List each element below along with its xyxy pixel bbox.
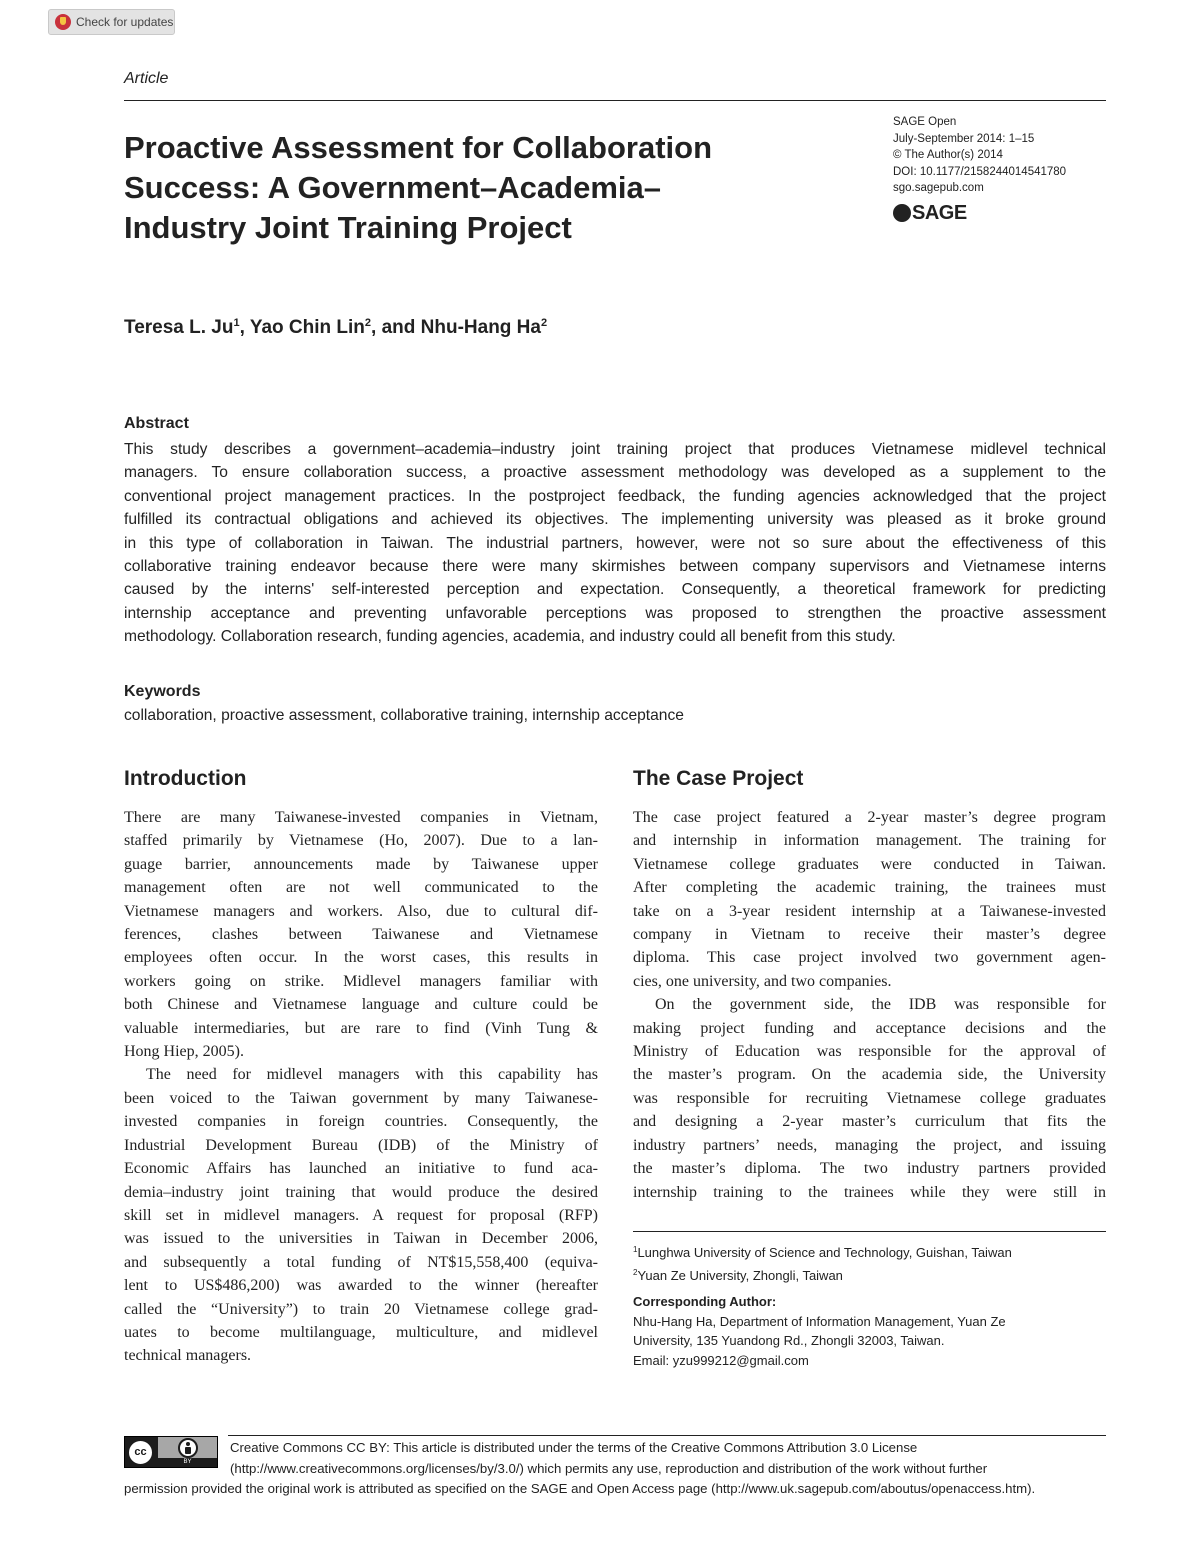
body-line: skill set in midlevel managers. A request for proposal (RFP) [124,1206,598,1224]
body-line: staffed primarily by Vietnamese (Ho, 2007). Due to a lan- [124,832,598,850]
sage-logo-mark-icon [893,204,911,222]
body-line: both Chinese and Vietnamese language and culture could be [124,996,598,1014]
by-label: BY [158,1458,217,1467]
sage-logo [893,201,967,225]
license-notice [124,1438,1106,1500]
abstract-body [124,438,1106,649]
abstract-line: internship acceptance and preventing unfavorable perceptions was proposed to strengthen the proactive assessment [124,604,1106,622]
title-line: Proactive Assessment for Collaboration [124,130,713,165]
author-name: Teresa L. Ju [124,317,234,338]
license-line: permission provided the original work is attributed as specified on the SAGE and Open Access page (http://www.uk.sagepub.com/aboutus/openaccess.htm). [124,1481,1036,1496]
body-line: employees often occur. In the worst cases, this results in [124,949,598,967]
body-line: Ministry of Education was responsible for the approval of [633,1043,1106,1061]
corresponding-author-line: Nhu-Hang Ha, Department of Information Management, Yuan Ze [633,1313,1006,1329]
abstract-line: This study describes a government–academia–industry joint training project that produces Vietnamese midlevel technical [124,441,1106,458]
author-separator: , and [371,317,421,338]
journal-site-link[interactable]: sgo.sagepub.com [893,182,984,194]
section-heading-introduction: Introduction [124,767,247,790]
affiliation-marker: 1 [233,317,240,329]
abstract-line: managers. To ensure collaboration success, a proactive assessment methodology was developed as a supplement to the [124,464,1106,482]
body-line: lent to US$486,200) was awarded to the winner (hereafter [124,1277,598,1295]
affiliation-line [633,1240,1012,1263]
body-line: cies, one university, and two companies. [633,972,892,990]
corresponding-author-line: University, 135 Yuandong Rd., Zhongli 32003, Taiwan. [633,1333,945,1348]
license-line: (http://www.creativecommons.org/licenses/by/3.0/) which permits any use, reproduction and distribution of the work without further [230,1460,988,1476]
affiliation-marker: 2 [633,1268,638,1277]
affiliation-marker: 2 [364,317,372,329]
body-line: Economic Affairs has launched an initiative to fund aca- [124,1160,598,1178]
body-line: making project funding and acceptance decisions and the [633,1019,1106,1037]
introduction-body [124,806,598,1368]
affiliation-text: Lunghwa University of Science and Technology, Guishan, Taiwan [637,1245,1012,1260]
body-line: ferences, clashes between Taiwanese and Vietnamese [124,926,598,944]
body-line: There are many Taiwanese-invested companies in Vietnam, [124,809,598,826]
case-project-body [633,806,1106,1204]
body-line: called the “University”) to train 20 Vietnamese college grad- [124,1300,598,1318]
abstract-line: conventional project management practices. In the postproject feedback, the funding agencies acknowledged that the project [124,487,1106,505]
body-line: Vietnamese managers and workers. Also, due to cultural dif- [124,902,598,920]
body-line: and designing a 2-year master’s curriculum that fits the [633,1113,1106,1131]
corresponding-author-email[interactable]: Email: yzu999212@gmail.com [633,1352,809,1368]
article-title [124,128,824,248]
body-line: uates to become multilanguage, multiculture, and midlevel [124,1323,598,1341]
body-line: the master’s diploma. The two industry partners provided [633,1160,1106,1178]
affiliation-marker: 1 [633,1245,638,1254]
affiliation-marker: 2 [540,317,548,329]
corresponding-author [633,1292,1006,1370]
body-line: industry partners’ needs, managing the project, and issuing [633,1136,1106,1154]
abstract-line: caused by the interns' self-interested perception and expectation. Consequently, a theoretical framework for predicting [124,581,1106,599]
body-line: workers going on strike. Midlevel managers familiar with [124,972,598,990]
abstract-line: in this type of collaboration in Taiwan. The industrial partners, however, were not so sure about the effectiveness of this [124,534,1106,552]
journal-name: SAGE Open [893,116,957,128]
body-line: company in Vietnam to receive their master’s degree [633,926,1106,944]
license-divider [228,1435,1106,1436]
title-line: Success: A Government–Academia– [124,170,661,205]
sage-logo-text: SAGE [912,201,967,224]
body-line: technical managers. [124,1347,252,1365]
body-line: and internship in information management. The training for [633,832,1106,850]
body-line: was issued to the universities in Taiwan in December 2006, [124,1230,598,1248]
crossmark-icon [55,14,71,30]
author-name: Yao Chin Lin [249,317,365,338]
body-line: guage barrier, announcements made by Taiwanese upper [124,855,598,873]
body-line: Vietnamese college graduates were conducted in Taiwan. [633,855,1106,873]
affiliations [633,1240,1012,1286]
keywords-heading: Keywords [124,683,201,700]
body-line: invested companies in foreign countries. Consequently, the [124,1113,598,1131]
article-type-label: Article [124,70,169,87]
check-for-updates-label: Check for updates [76,15,174,29]
body-line: demia–industry joint training that would produce the desired [124,1183,598,1201]
keywords-list: collaboration, proactive assessment, collaborative training, internship acceptance [124,707,684,724]
abstract-line: fulfilled its contractual obligations and achieved its objectives. The implementing university was pleased as it broke ground [124,511,1106,529]
body-line: The case project featured a 2-year master’s degree program [633,809,1106,826]
body-line: internship training to the trainees while they were still in [633,1183,1106,1201]
corresponding-author-heading: Corresponding Author: [633,1294,777,1309]
check-for-updates-button[interactable] [48,9,175,35]
body-line: been voiced to the Taiwan government by many Taiwanese- [124,1089,598,1107]
body-line: and subsequently a total funding of NT$15,558,400 (equiva- [124,1253,598,1271]
journal-issue: July-September 2014: 1–15 [893,132,1035,145]
body-line: take on a 3-year resident internship at a Taiwanese-invested [633,902,1106,920]
body-line: After completing the academic training, the trainees must [633,879,1106,897]
header-divider [124,100,1106,101]
body-line: Industrial Development Bureau (IDB) of the Ministry of [124,1136,598,1154]
abstract-heading: Abstract [124,415,189,432]
section-heading-case-project: The Case Project [633,767,804,790]
license-line: Creative Commons CC BY: This article is distributed under the terms of the Creative Commons Attribution 3.0 License [230,1440,918,1455]
author-list [124,317,547,339]
author-name: Nhu-Hang Ha [420,317,541,338]
body-line: valuable intermediaries, but are rare to find (Vinh Tung & [124,1019,598,1037]
copyright: © The Author(s) 2014 [893,149,1003,161]
abstract-line: collaborative training endeavor because there were many skirmishes between company supervisors and Vietnamese interns [124,558,1106,576]
doi-link[interactable]: DOI: 10.1177/2158244014541780 [893,165,1067,178]
affiliation-line [633,1263,1012,1286]
creative-commons-icon: cc [127,1439,154,1466]
affiliation-text: Yuan Ze University, Zhongli, Taiwan [637,1268,843,1283]
body-line: The need for midlevel managers with this capability has [146,1066,598,1084]
abstract-line: methodology. Collaboration research, funding agencies, academia, and industry could all benefit from this study. [124,628,896,646]
body-line: management often are not well communicated to the [124,879,598,897]
body-line: diploma. This case project involved two government agen- [633,949,1106,967]
title-line: Industry Joint Training Project [124,210,572,245]
body-line: the master’s program. On the academia side, the University [633,1066,1106,1084]
journal-meta [893,114,1066,197]
body-line: was responsible for recruiting Vietnamese college graduates [633,1089,1106,1107]
footnote-divider [633,1231,1106,1232]
body-line: On the government side, the IDB was responsible for [655,996,1106,1014]
body-line: Hong Hiep, 2005). [124,1043,244,1061]
author-separator: , [239,317,250,338]
